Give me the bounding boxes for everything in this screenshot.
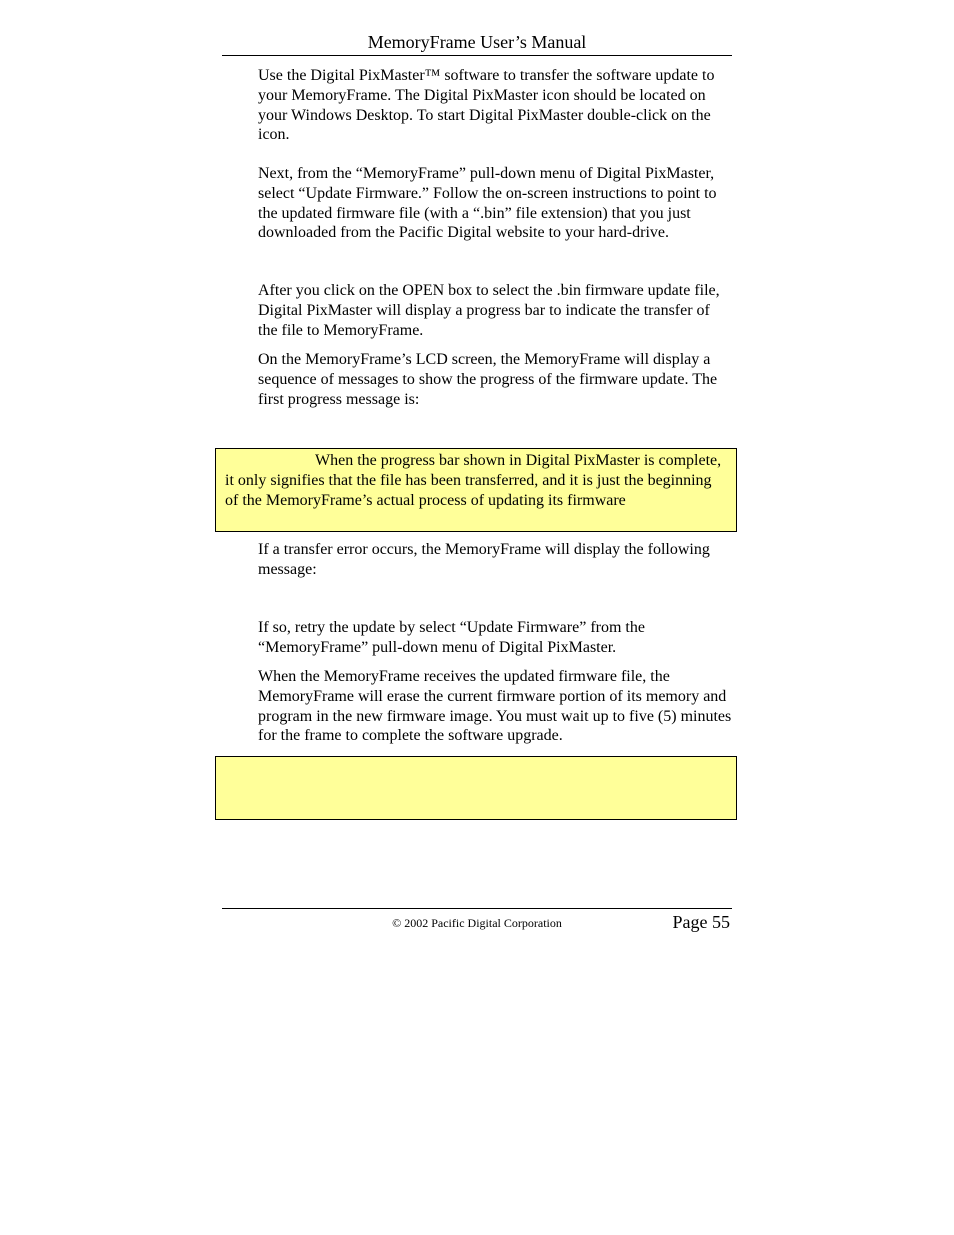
footer-rule	[222, 908, 732, 909]
note-text: When the progress bar shown in Digital PixMaster is complete, it only signifies that the file has been transferred, and it is just the beginning of the MemoryFrame’s actual process of updating its firmware	[225, 452, 722, 509]
paragraph-update-firmware-menu: Next, from the “MemoryFrame” pull-down menu of Digital PixMaster, select “Update Firmware.” Follow the on-screen instructions to point to the updated firmware file (with a “.bin” file extension) that you just downloaded from the Pacific Digital website to your hard-drive.	[258, 165, 717, 242]
page-header-title: MemoryFrame User’s Manual	[367, 32, 587, 52]
paragraph-open-box: After you click on the OPEN box to select the .bin firmware update file, Digital PixMaster will display a progress bar to indicate the transfer of the file to MemoryFrame.	[258, 282, 720, 339]
paragraph-transfer-software: Use the Digital PixMaster™ software to transfer the software update to your MemoryFrame. The Digital PixMaster icon should be located on your Windows Desktop. To start Digital PixMaster double-click on the icon.	[258, 67, 715, 144]
paragraph-erase-program: When the MemoryFrame receives the updated firmware file, the MemoryFrame will erase the current firmware portion of its memory and program in the new firmware image. You must wait up to five (5) minutes for the frame to complete the software upgrade.	[258, 668, 732, 745]
footer-copyright: © 2002 Pacific Digital Corporation	[392, 916, 562, 930]
paragraph-transfer-error: If a transfer error occurs, the MemoryFrame will display the following message:	[258, 541, 710, 578]
paragraph-retry-update: If so, retry the update by select “Update Firmware” from the “MemoryFrame” pull-down menu of Digital PixMaster.	[258, 619, 645, 656]
note-box-progress-bar	[215, 448, 737, 532]
note-box-empty	[215, 756, 737, 820]
header-rule	[222, 55, 732, 56]
paragraph-lcd-progress: On the MemoryFrame’s LCD screen, the MemoryFrame will display a sequence of messages to show the progress of the firmware update. The first progress message is:	[258, 351, 718, 408]
page-number: Page 55	[672, 912, 730, 932]
